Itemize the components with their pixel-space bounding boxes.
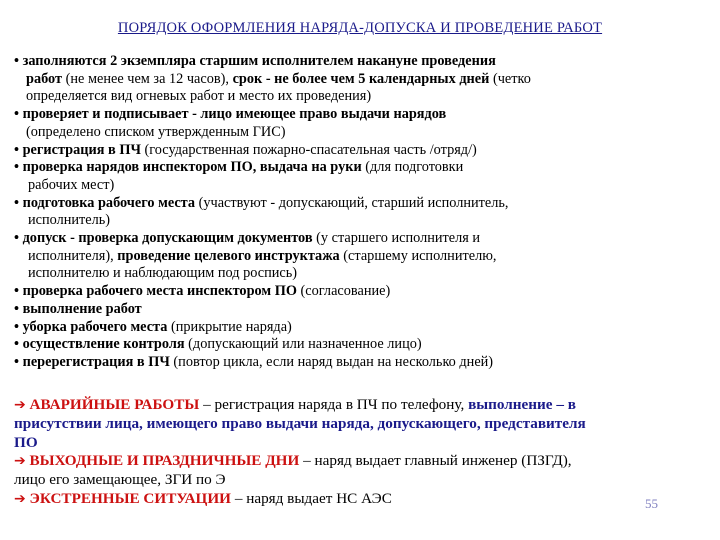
list-item: • осуществление контроля (допускающий или назначенное лицо) <box>14 336 422 353</box>
list-item: • заполняются 2 экземпляра старшим исполнителем накануне проведения <box>14 53 496 69</box>
emergency-line: ➔ АВАРИЙНЫЕ РАБОТЫ – регистрация наряда в ПЧ по телефону, выполнение – в <box>14 396 576 413</box>
list-item: • выполнение работ <box>14 300 142 317</box>
list-item: исполнитель) <box>28 212 111 229</box>
arrow-right-icon: ➔ <box>14 490 26 507</box>
page-title: ПОРЯДОК ОФОРМЛЕНИЯ НАРЯДА-ДОПУСКА И ПРОВЕДЕНИЕ РАБОТ <box>117 20 603 36</box>
emergency-heading: АВАРИЙНЫЕ РАБОТЫ <box>29 396 200 413</box>
list-item: • регистрация в ПЧ (государственная пожарно-спасательная часть /отряд/) <box>14 141 477 158</box>
arrow-right-icon: ➔ <box>14 453 26 470</box>
list-item: исполнителю и наблюдающим под роспись) <box>28 265 298 282</box>
list-item: • проверка нарядов инспектором ПО, выдача на руки (для подготовки <box>14 159 464 176</box>
list-item: • перерегистрация в ПЧ (повтор цикла, если наряд выдан на несколько дней) <box>14 353 494 370</box>
page-number: 55 <box>645 496 658 511</box>
arrow-right-icon: ➔ <box>14 397 26 413</box>
list-item: рабочих мест) <box>28 176 115 193</box>
list-item: исполнителя), проведение целевого инструктажа (старшему исполнителю, <box>28 247 497 264</box>
list-item: • проверка рабочего места инспектором ПО (согласование) <box>14 283 391 300</box>
list-item: работ (не менее чем за 12 часов), срок - не более чем 5 календарных дней (четко <box>26 70 531 87</box>
list-item: • уборка рабочего места (прикрытие наряда) <box>14 318 292 335</box>
holidays-heading: ВЫХОДНЫЕ И ПРАЗДНИЧНЫЕ ДНИ <box>29 452 300 470</box>
procedure-list <box>14 53 714 372</box>
list-item: • проверяет и подписывает - лицо имеющее право выдачи нарядов <box>14 106 447 123</box>
special-cases: ➔ АВАРИЙНЫЕ РАБОТЫ – регистрация наряда в ПЧ по телефону, выполнение – в присутствии лица, имеющего право выдачи наряда, допускающего, представителя ПО ➔ ВЫХОДНЫЕ И ПРАЗДНИЧНЫЕ ДНИ – наряд выдает главный инженер (ПЗГД), лицо его замещающее, ЗГИ по Э ➔ ЭКСТРЕННЫЕ СИТУАЦИИ – наряд выдает НС АЭС <box>14 396 714 509</box>
list-item: • допуск - проверка допускающим документов (у старшего исполнителя и <box>14 230 481 247</box>
extreme-heading: ЭКСТРЕННЫЕ СИТУАЦИИ <box>29 489 232 507</box>
list-item: • подготовка рабочего места (участвуют - допускающий, старший исполнитель, <box>14 194 509 211</box>
extreme-line: ➔ ЭКСТРЕННЫЕ СИТУАЦИИ – наряд выдает НС АЭС <box>14 489 392 507</box>
holidays-line: ➔ ВЫХОДНЫЕ И ПРАЗДНИЧНЫЕ ДНИ – наряд выдает главный инженер (ПЗГД), <box>14 452 572 470</box>
list-item: определяется вид огневых работ и место их проведения) <box>26 88 372 105</box>
list-item: (определено списком утвержденным ГИС) <box>26 123 286 140</box>
